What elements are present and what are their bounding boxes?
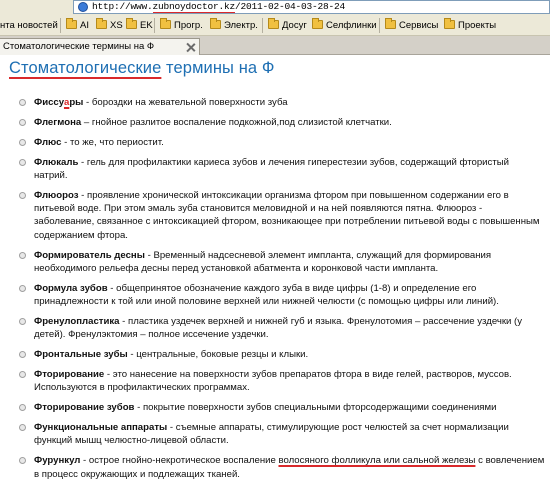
tab-title: Стоматологические термины на Ф (3, 41, 155, 52)
bullet-icon (19, 159, 26, 166)
term-desc: - общепринятое обозначение каждого зуба в виде цифры (1-8) и определение его принадлежности к той или иной половине верхней или нижней челюсти (с помощью цифры или линий). (34, 282, 499, 308)
list-item (25, 401, 545, 414)
bookmark-label: Досуг (282, 20, 307, 31)
folder-icon (126, 20, 137, 29)
folder-icon (160, 20, 171, 29)
bookmark-label: нта новостей (0, 20, 58, 31)
term-name-part: Фиссу (34, 97, 64, 108)
folder-icon (444, 20, 455, 29)
term-name: Френулопластика (34, 316, 120, 328)
url-domain: zubnoydoctor.kz (152, 1, 236, 12)
address-bar (0, 0, 550, 15)
term-name: Флегмона (34, 116, 82, 128)
bookmark-folder-elektr[interactable] (210, 19, 258, 33)
page-title-rest: термины на Ф (161, 59, 275, 77)
bullet-icon (19, 457, 26, 464)
term-desc: - съемные аппараты, стимулирующие рост челюстей за счет нормализации функций мышц челюстно-лицевой области. (34, 422, 509, 447)
close-icon[interactable] (186, 43, 195, 52)
bookmark-label: AI (80, 20, 89, 31)
bookmark-label: Сервисы (399, 20, 439, 31)
term-name: Фторирование зубов (34, 402, 135, 414)
term-name: Формирователь десны (34, 249, 145, 261)
page-content (0, 56, 550, 480)
list-item (25, 156, 545, 183)
term-name-marked: а (63, 97, 70, 108)
list-item (25, 421, 545, 448)
folder-icon (268, 20, 279, 29)
term-name: Флюкаль (34, 156, 79, 168)
term-desc: - гель для профилактики кариеса зубов и лечения гиперестезии зубов, содержащий фтористый натрий. (34, 156, 509, 181)
url-path: /2011-02-04-03-28-24 (235, 1, 346, 12)
term-desc: - пластика уздечек верхней и нижней губ и языка. Френулотомия – рассечение уздечки (у детей). Френулэктомия – полное иссечение уздечки. (34, 316, 523, 341)
bookmark-folder-selflinki[interactable] (312, 19, 377, 33)
bookmark-folder-ai[interactable] (66, 19, 89, 33)
bullet-icon (19, 285, 26, 292)
term-name: Фронтальные зубы (34, 349, 128, 361)
bookmark-label: Электр. (224, 20, 258, 31)
bookmark-separator (154, 18, 155, 33)
term-name-part: ры (69, 97, 84, 108)
term-desc: с вовлечением в процесс окружающих и подлежащих тканей. (34, 455, 545, 480)
list-item (25, 249, 545, 276)
bullet-icon (19, 252, 26, 259)
page-title (9, 59, 275, 78)
term-desc: - Временный надсесневой элемент импланта, служащий для формирования необходимого рельефа десны перед установкой абатмента и коронковой части импланта. (34, 249, 492, 274)
term-desc: - острое гнойно-некротическое воспаление (80, 455, 279, 467)
folder-icon (385, 20, 396, 29)
bookmark-label: Прогр. (174, 20, 203, 31)
term-name: Формула зубов (34, 282, 108, 294)
bookmark-folder-servisy[interactable] (385, 19, 438, 33)
term-desc: – гнойное разлитое воспаление подкожной,под слизистой клетчатки. (81, 116, 392, 128)
term-desc: - проявление хронической интоксикации организма фтором при повышенном содержании его в питьевой воде. При этом эмаль зуба становится меловидной и на ней появляются пятна. Флюороз - заболевание, связанное с интоксикацией фтором, возникающее при потреблении питьевой воды с повышенным содержанием фтора. (34, 189, 540, 241)
list-item (25, 96, 545, 109)
term-desc: - бороздки на жевательной поверхности зуба (83, 97, 288, 108)
bullet-icon (19, 119, 26, 126)
url-text[interactable] (92, 1, 345, 12)
folder-icon (66, 20, 77, 29)
bookmark-label: XS (110, 20, 123, 31)
term-desc: - покрытие поверхности зубов специальными фторсодержащими соединениями (134, 402, 497, 414)
bookmark-separator (262, 18, 263, 33)
list-item (25, 454, 545, 481)
list-item (25, 136, 545, 149)
term-name: Флюс (34, 136, 62, 148)
bookmark-news-feed[interactable] (0, 19, 58, 33)
term-name: Флюороз (34, 189, 79, 201)
bookmarks-toolbar (0, 15, 550, 36)
term-desc: - это нанесение на поверхности зубов препаратов фтора в виде гелей, растворов, муссов. Используются в профилактических программах. (34, 369, 512, 394)
folder-icon (312, 20, 323, 29)
bookmark-folder-progr[interactable] (160, 19, 203, 33)
bookmark-folder-dosug[interactable] (268, 19, 307, 33)
term-desc: - то же, что периостит. (61, 136, 164, 148)
folder-icon (210, 20, 221, 29)
tab-bar (0, 36, 550, 55)
bullet-icon (19, 318, 26, 325)
bullet-icon (19, 192, 26, 199)
list-item (25, 315, 545, 342)
bookmark-separator (60, 18, 61, 33)
term-desc: - центральные, боковые резцы и клыки. (127, 349, 309, 361)
bookmark-folder-proekty[interactable] (444, 19, 496, 33)
list-item (25, 368, 545, 395)
bookmark-label: Селфлинки (326, 20, 377, 31)
folder-icon (96, 20, 107, 29)
list-item (25, 189, 545, 242)
bullet-icon (19, 139, 26, 146)
bullet-icon (19, 424, 26, 431)
bullet-icon (19, 99, 26, 106)
url-prefix: http://www. (92, 1, 153, 12)
term-name: Функциональные аппараты (34, 422, 168, 434)
bookmark-folder-ek[interactable] (126, 19, 153, 33)
bookmark-label: Проекты (458, 20, 497, 31)
term-desc-highlight: волосяного фолликула или сальной железы (278, 455, 476, 467)
bullet-icon (19, 351, 26, 358)
page-title-highlight: Стоматологические (9, 59, 162, 77)
site-favicon-icon (78, 2, 88, 12)
bookmark-folder-xs[interactable] (96, 19, 123, 33)
bookmark-label: EK (140, 20, 153, 31)
list-item (25, 282, 545, 309)
term-name: Фурункул (34, 455, 81, 467)
term-name: Фторирование (34, 369, 105, 381)
term-name (34, 97, 83, 108)
bookmark-separator (379, 18, 380, 33)
terms-list (25, 96, 545, 488)
bullet-icon (19, 404, 26, 411)
list-item (25, 348, 545, 361)
bullet-icon (19, 371, 26, 378)
list-item (25, 116, 545, 129)
tab-active[interactable] (0, 38, 200, 55)
